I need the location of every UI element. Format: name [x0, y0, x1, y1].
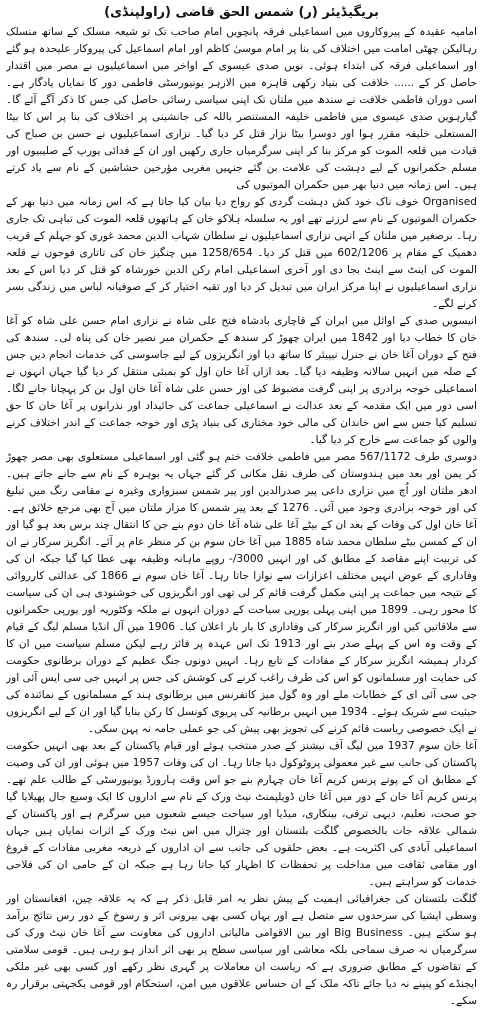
article-paragraph-3: انیسویں صدی کے اوائل میں ایران کے قاچاری بادشاہ فتح علی شاہ نے نزاری امام حسن علی شاہ کو آغا خان کا خطاب دیا اور 1842 میں ایران چھوڑ کر سندھ کے حکمران میر نصیر خان کی پناہ لی۔ سندھ کی فتح کے دوران آغا خان نے جنرل نیپیئر کا ساتھ دیا اور انگریزوں کے لیے جاسوسی کی خدمات انجام دیں جس کے صلہ میں انہیں سالانہ وظیفہ دیا گیا۔ بعد ازاں آغا خان اول کو بمبئی منتقل کر دیا گیا جہاں انہوں نے اسماعیلی خوجہ برادری پر اپنی گرفت مضبوط کی اور حسن علی شاہ آغا خان اول بن کر پہچانا جانے لگا۔ اسی دور میں ایک مقدمہ کے بعد عدالت نے اسماعیلی جماعت کی جائیداد اور نذرانوں پر آغا خان کا حق تسلیم کیا جس سے اس خاندان کی مالی خود مختاری کی بنیاد پڑی اور خوجہ جماعت کے اندر اختلاف کرنے والوں کو جماعت سے خارج کر دیا گیا۔ — [6, 315, 477, 446]
article-paragraph-1: امامیہ عقیدہ کے پیروکاروں میں اسماعیلی فرقہ پانچویں امام صاحب تک تو شیعہ مسلک کے ساتھ منسلک رہالیکن چھٹی امامت میں اختلاف کی بنا پر امام موسیٰ کاظم اور امام اسماعیل کی پیروکار علیحدہ ہو گئے اور اسماعیلی فرقہ کی ابتداء ہوئی۔ نویں صدی عیسوی کے اواخر میں اسماعیلیوں نے مصر میں اقتدار حاصل کر کے ...... خلافت کی بنیاد رکھی قاہرہ میں الازہر یونیورسٹی فاطمی دور کا نمایاں یادگار ہے۔ اسی دوران فاطمی خلافت نے سندھ میں ملتان تک اپنی سیاسی رسائی حاصل کی جس کا ذکر آگے آئے گا۔ گیارہویں صدی عیسوی میں فاطمی خلیفہ المستنصر باللہ کی جانشینی پر اختلاف کی بنا پر اس کا بیٹا المستعلی خلیفہ مقرر ہوا اور دوسرا بیٹا نزار قتل کر دیا گیا۔ نزاری اسماعیلیوں نے حسن بن صباح کی قیادت میں قلعہ الموت کو مرکز بنا کر اپنی سرگرمیاں جاری رکھیں اور ان کے فدائی یورپ کے صلیبیوں اور مسلم حکمرانوں کے لیے دہشت کی علامت بن گئے جنہیں مغربی مؤرخین حشاشین کے نام سے یاد کرتے ہیں۔ اس زمانہ میں دنیا بھر میں حکمران الموتیوں کی — [6, 26, 477, 191]
article-byline: بریگیڈیئر (ر) شمس الحق قاضی (راولپنڈی) — [104, 5, 379, 20]
article-paragraph-2: Organised خوف ناک خود کش دہشت گردی کو رواج دیا بیان کیا جاتا ہے کہ اس زمانہ میں دنیا بھر کے حکمران الموتیوں کے نام سے لرزتے تھے اور یہ سلسلہ ہلاکو خان کے ہاتھوں قلعہ الموت کی تباہی تک جاری رہا۔ برصغیر میں ملتان کے انہی نزاری اسماعیلیوں نے سلطان شہاب الدین محمد غوری کو جہلم کے قریب دھمیک کے مقام پر 602/1206 میں قتل کر دیا۔ 1258/654 میں چنگیز خان کی تاتاری فوجوں نے قلعہ الموت کی اینٹ سے اینٹ بجا دی اور آخری اسماعیلی امام رکن الدین خورشاہ کو قتل کر دیا اس کے بعد نزاری اسماعیلیوں نے اپنا مرکز ایران میں تبدیل کر دیا اور تقیہ اختیار کر کے صوفیانہ لباس میں زندگی بسر کرنے لگے۔ — [6, 196, 477, 310]
article-paragraph-4: دوسری طرف 567/1172 مصر میں فاطمی خلافت ختم ہو گئی اور اسماعیلی مستعلوی بھی مصر چھوڑ کر یمن اور بعد میں ہندوستان کی طرف نقل مکانی کر گئے جہاں یہ بوہرہ کے نام سے جانے جاتے ہیں۔ ادھر ملتان اور اُچ میں نزاری داعی پیر صدرالدین اور پیر شمس سبزواری وغیرہ نے مقامی رنگ میں تبلیغ کی اور خوجہ برادری وجود میں آئی۔ 1276 کے بعد پیر شمس کا مزار ملتان میں آج بھی مرجع خلائق ہے۔ آغا خان اول کی وفات کے بعد ان کے بیٹے آغا علی شاہ آغا خان دوم بنے جن کا انتقال چند برس بعد ہو گیا اور ان کے کمسن بیٹے سلطان محمد شاہ 1885 میں آغا خان سوم بن کر منظر عام پر آئے۔ انگریز سرکار نے ان کی تربیت اپنے مقاصد کے مطابق کی اور انہیں 3000/- روپے ماہانہ وظیفہ بھی عطا کیا گیا جبکہ ان کی وفاداری کے عوض انہیں مختلف اعزازات سے نوازا جاتا رہا۔ آغا خان سوم نے 1866 کی عدالتی کارروائی کے نتیجہ میں جماعت پر اپنی مکمل گرفت قائم کر لی تھی اور انگریزوں کی خوشنودی ہی ان کی سیاست کا محور رہی۔ 1899 میں اپنی پہلی یورپی سیاحت کے دوران انہوں نے ملکہ وکٹوریہ اور یورپی حکمرانوں سے ملاقاتیں کیں اور انگریز سرکار کی وفاداری کا بار بار اعلان کیا۔ 1906 میں آل انڈیا مسلم لیگ کے قیام کے وقت وہ اس کے پہلے صدر بنے اور 1913 تک اس عہدہ پر فائز رہے لیکن مسلم سیاست میں ان کا کردار ہمیشہ انگریز سرکار کے مفادات کے تابع رہا۔ انہیں دونوں جنگ عظیم کے دوران برطانوی حکومت کی حمایت اور مسلمانوں کو اس کی طرف راغب کرنے کی کوشش کی جس پر انہیں جی سی ایس آئی اور جی سی آئی ای کے خطابات ملے اور وہ گول میز کانفرنس میں برطانوی ہند کے مسلمانوں کے نمائندہ کی حیثیت سے شریک ہوئے۔ 1934 میں انہیں برطانیہ کی پریوی کونسل کا رکن بنایا گیا اور ان کے لیے انگریزوں نے ایک خصوصی ریاست قائم کرنے کی تجویز بھی پیش کی جو عملی جامہ نہ پہن سکی۔ — [6, 451, 477, 735]
article-paragraph-5: آغا خان سوم 1937 میں لیگ آف نیشنز کے صدر منتخب ہوئے اور قیام پاکستان کے بعد بھی انہیں حکومت پاکستان کی جانب سے غیر معمولی پروٹوکول دیا جاتا رہا۔ ان کی وفات 1957 میں ہوئی اور ان کی وصیت کے مطابق ان کے پوتے پرنس کریم آغا خان چہارم بنے جو اس وقت ہارورڈ یونیورسٹی کے طالب علم تھے۔ پرنس کریم آغا خان کے دور میں آغا خان ڈویلپمنٹ نیٹ ورک کے نام سے اداروں کا ایک وسیع جال پھیلایا گیا جو صحت، تعلیم، دیہی ترقی، بینکاری، میڈیا اور سیاحت جیسے شعبوں میں سرگرم ہے اور پاکستان کے شمالی علاقہ جات بالخصوص گلگت بلتستان اور چترال میں اس نیٹ ورک کے اثرات نمایاں ہیں جہاں اسماعیلی آبادی کی اکثریت ہے۔ بعض حلقوں کی جانب سے ان اداروں کے ذریعہ مغربی مفادات کے فروغ اور مقامی ثقافت میں مداخلت پر تحفظات کا اظہار کیا جاتا رہا ہے جبکہ ان کے حامی ان کی فلاحی خدمات کو سراہتے ہیں۔ — [6, 740, 477, 888]
article — [6, 4, 477, 1027]
article-paragraph-6: گلگت بلتستان کی جغرافیائی اہمیت کے پیش نظر یہ امر قابل ذکر ہے کہ یہ علاقہ چین، افغانستان اور وسطی ایشیا کی سرحدوں سے متصل ہے اور یہاں کسی بھی بیرونی اثر و رسوخ کے دور رس نتائج برآمد ہو سکتے ہیں۔ Big Business اور بین الاقوامی مالیاتی اداروں کی معاونت سے آغا خان نیٹ ورک کی سرگرمیاں نہ صرف سماجی بلکہ معاشی اور سیاسی سطح پر بھی اثر انداز ہو رہی ہیں۔ قومی سلامتی کے تقاضوں کے مطابق ضروری ہے کہ ریاست ان معاملات پر گہری نظر رکھے اور کسی بھی غیر ملکی ایجنڈے کو پنپنے نہ دیا جائے تاکہ ملک کے ان حساس علاقوں میں امن، استحکام اور قومی یکجہتی برقرار رہ سکے۔ — [6, 893, 477, 1007]
